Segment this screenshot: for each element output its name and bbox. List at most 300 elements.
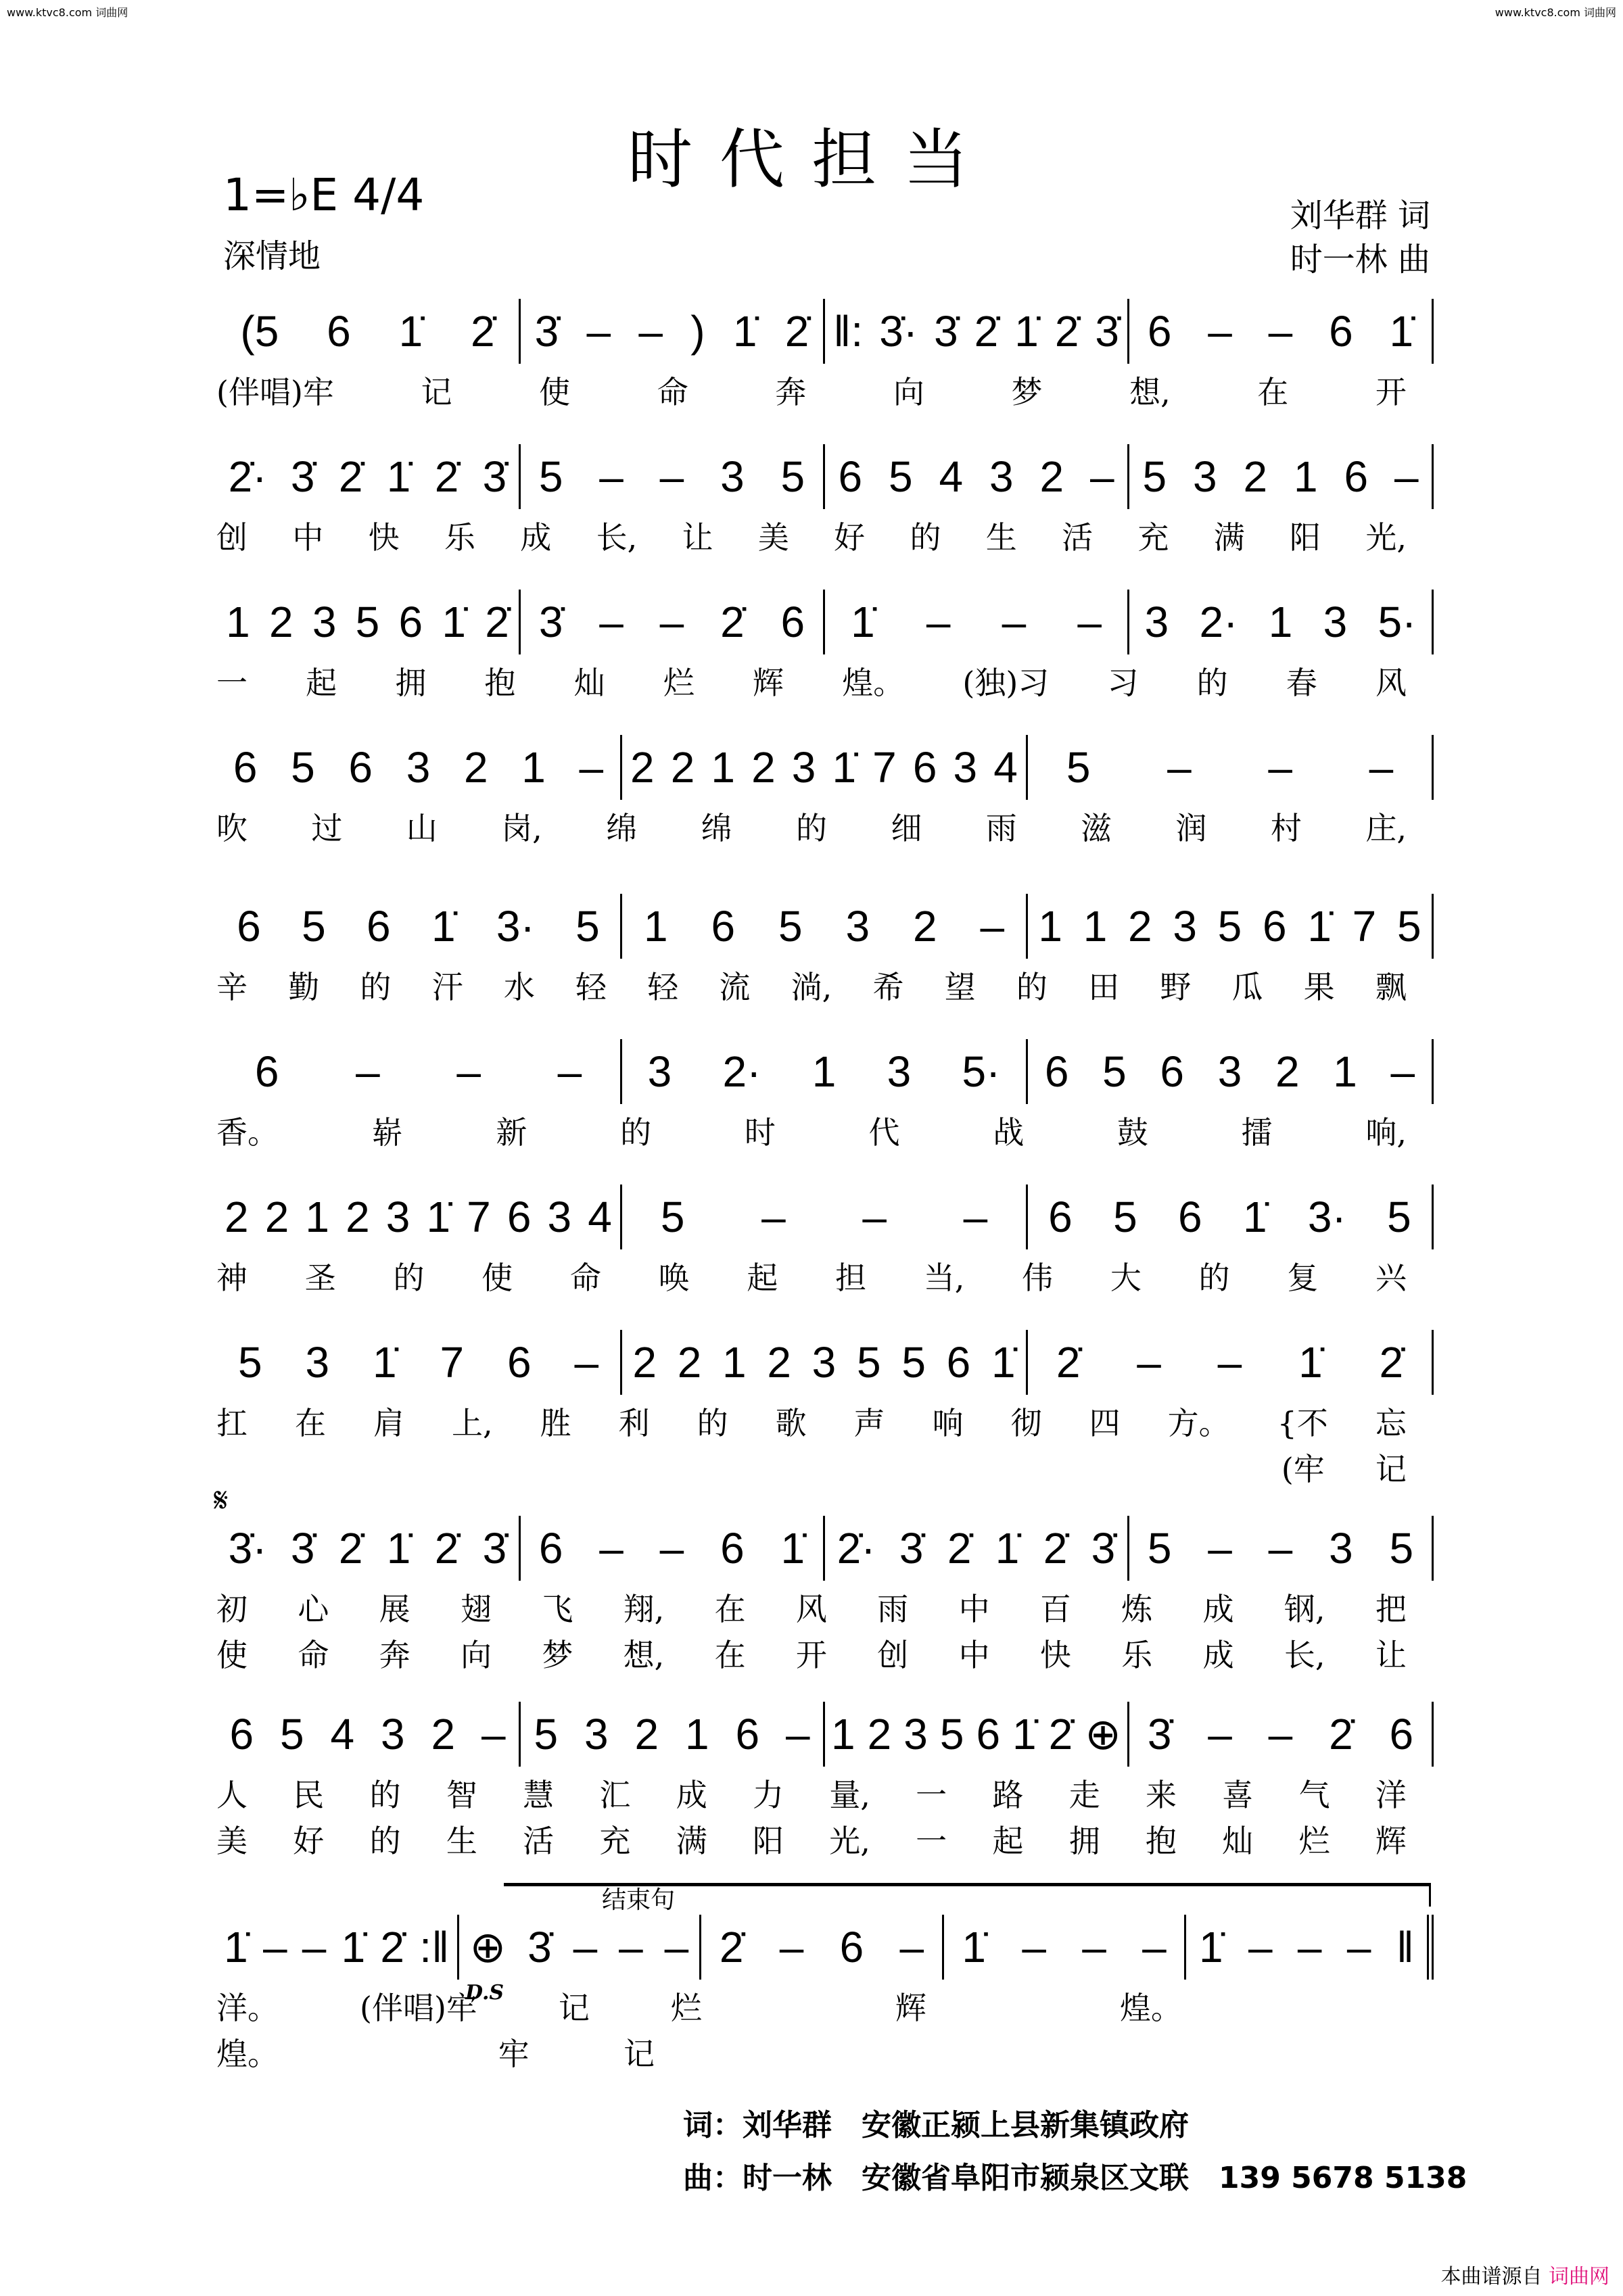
- lyric-syllable: 煌。: [1119, 1990, 1182, 2026]
- lyric-syllable: 扛: [216, 1405, 248, 1441]
- note: ‖: [1396, 1923, 1415, 1971]
- measure: [825, 444, 1129, 509]
- note: 5: [355, 598, 380, 646]
- note: 2: [634, 1710, 659, 1759]
- lyric-syllable: 辉: [895, 1990, 926, 2026]
- lyric-syllable: 的: [369, 1823, 401, 1859]
- note: 3: [989, 452, 1014, 501]
- note: 5: [901, 1338, 926, 1387]
- lyric-syllable: 声: [853, 1405, 885, 1441]
- note: 3: [647, 1047, 672, 1096]
- lyric-syllable: 记: [421, 374, 452, 410]
- note: 4: [993, 743, 1018, 792]
- lyric-syllable: 一: [916, 1823, 947, 1859]
- note: 6: [976, 1710, 1001, 1759]
- note: 2̇·: [837, 1524, 876, 1573]
- lyric-syllable: 烂: [1298, 1823, 1330, 1859]
- lyric-syllable: 绵: [701, 810, 732, 846]
- lyric-syllable: [373, 2030, 404, 2073]
- lyric-syllable: 牢: [498, 2036, 530, 2072]
- measure: [459, 1915, 702, 1980]
- lyric-syllable: [954, 1445, 985, 1488]
- note: –: [1390, 1047, 1415, 1096]
- note: 3·: [1307, 1193, 1346, 1241]
- lyric-syllable: 想,: [623, 1637, 665, 1673]
- lyric-syllable: 神: [216, 1260, 248, 1296]
- lyric-syllable: 在: [714, 1591, 746, 1627]
- note: –: [1002, 598, 1027, 646]
- lyric-syllable: 彻: [1010, 1405, 1042, 1441]
- lyric-syllable: 成: [520, 519, 552, 556]
- lyric-syllable: 春: [1286, 665, 1317, 701]
- measure: [944, 1915, 1187, 1980]
- lyric-syllable: 的: [795, 810, 827, 846]
- lyric-syllable: 的: [1016, 969, 1048, 1005]
- notes-row: [216, 588, 1434, 656]
- note: 3: [812, 1338, 837, 1387]
- note: 2̇: [470, 307, 495, 356]
- lyric-syllable: 智: [446, 1777, 477, 1813]
- lyric-syllable: 美: [757, 519, 789, 556]
- note: 1̇: [1014, 307, 1039, 356]
- lyric-syllable: 人: [216, 1777, 248, 1813]
- lyric-syllable: 时: [744, 1114, 776, 1151]
- lyric-syllable: 细: [891, 810, 922, 846]
- lyrics-line: [216, 659, 1434, 702]
- note: 3̇·: [879, 307, 918, 356]
- lyric-syllable: [1375, 2030, 1407, 2073]
- note: 1̇: [426, 1193, 451, 1241]
- note: –: [779, 1923, 804, 1971]
- lyric-syllable: 向: [460, 1637, 492, 1673]
- lyric-syllable: 炼: [1121, 1591, 1153, 1627]
- lyric-syllable: 野: [1160, 969, 1192, 1005]
- lyric-syllable: 流: [719, 969, 751, 1005]
- lyric-syllable: 成: [676, 1777, 707, 1813]
- note: –: [638, 307, 663, 356]
- lyric-syllable: 抱: [484, 665, 516, 701]
- note: –: [1346, 1923, 1371, 1971]
- note: 5: [1396, 902, 1421, 951]
- note: 5: [1142, 452, 1167, 501]
- note: 3: [385, 1193, 410, 1241]
- note: 5: [237, 1338, 262, 1387]
- lyric-syllable: 新: [496, 1114, 527, 1151]
- lyric-syllable: 力: [752, 1777, 784, 1813]
- source-label: 本曲谱源自: [1440, 2265, 1543, 2289]
- note: 2: [1275, 1047, 1300, 1096]
- note: 7: [1352, 902, 1377, 951]
- measure: [521, 299, 825, 364]
- note: 6: [233, 743, 258, 792]
- note: 6: [838, 452, 863, 501]
- lyric-syllable: 活: [523, 1823, 555, 1859]
- lyric-syllable: 勤: [288, 969, 320, 1005]
- note: (5: [240, 307, 279, 356]
- note: 6: [839, 1923, 864, 1971]
- lyric-syllable: 气: [1298, 1777, 1330, 1813]
- lyrics-line: [216, 2030, 1434, 2073]
- lyric-syllable: 灿: [573, 665, 605, 701]
- note: –: [302, 1923, 327, 1971]
- note: 6: [229, 1710, 254, 1759]
- measure: [1129, 444, 1434, 509]
- lyric-syllable: [749, 2030, 780, 2073]
- source-site-link[interactable]: 词曲网: [1549, 2265, 1609, 2289]
- lyric-syllable: 的: [1198, 1260, 1230, 1296]
- note: 2̇: [380, 1923, 405, 1971]
- lyric-syllable: 山: [406, 810, 438, 846]
- note: –: [599, 1524, 624, 1573]
- note: 6: [1160, 1047, 1184, 1096]
- note: 3: [845, 902, 870, 951]
- lyrics-line: [216, 1399, 1434, 1442]
- lyricist-credit: 刘华群 词: [1290, 197, 1430, 235]
- measure: [216, 590, 521, 654]
- score-system: [216, 1700, 1434, 1860]
- note: 6: [1329, 307, 1353, 356]
- note: –: [1297, 1923, 1322, 1971]
- note: 2̇: [1329, 1710, 1353, 1759]
- note: 1̇: [780, 1524, 805, 1573]
- note: 1̇: [995, 1524, 1020, 1573]
- lyric-syllable: 满: [676, 1823, 707, 1859]
- lyric-syllable: 拥: [395, 665, 427, 701]
- lyric-syllable: 起: [747, 1260, 778, 1296]
- note: 6: [1178, 1193, 1202, 1241]
- lyric-syllable: 使: [481, 1260, 513, 1296]
- lyric-syllable: [626, 1445, 657, 1488]
- lyric-syllable: 梦: [542, 1637, 573, 1673]
- note: 5: [857, 1338, 881, 1387]
- note: 6: [1344, 452, 1369, 501]
- note: 7: [440, 1338, 465, 1387]
- lyric-syllable: 走: [1068, 1777, 1100, 1813]
- note: 3: [1323, 598, 1348, 646]
- score-system: [216, 1329, 1434, 1488]
- note: 2: [225, 1193, 249, 1241]
- note: –: [1268, 743, 1292, 792]
- lyric-syllable: 活: [1062, 519, 1093, 556]
- note: 3: [1173, 902, 1197, 951]
- lyric-syllable: 飘: [1375, 969, 1407, 1005]
- note: 5: [1147, 1524, 1172, 1573]
- lyric-syllable: 希: [872, 969, 904, 1005]
- lyric-syllable: 的: [620, 1114, 652, 1151]
- lyric-syllable: 庄,: [1365, 810, 1407, 846]
- note: 1: [711, 743, 736, 792]
- note: –: [664, 1923, 689, 1971]
- measure: [216, 444, 521, 509]
- lyric-syllable: 奔: [775, 374, 807, 410]
- note: 3: [903, 1710, 928, 1759]
- lyric-syllable: [1125, 2030, 1156, 2073]
- lyric-syllable: (牢: [1281, 1451, 1325, 1487]
- measure: [216, 735, 622, 800]
- measure: [521, 1516, 825, 1581]
- lyric-syllable: 滋: [1081, 810, 1112, 846]
- note: 1̇: [386, 1524, 411, 1573]
- lyrics-line: [216, 1253, 1434, 1297]
- lyric-syllable: 抱: [1146, 1823, 1177, 1859]
- lyric-syllable: 喜: [1222, 1777, 1254, 1813]
- measure: [1028, 1185, 1434, 1249]
- note: 6: [711, 902, 736, 951]
- note: 2̇: [974, 307, 999, 356]
- lyric-syllable: 百: [1039, 1591, 1071, 1627]
- measure: [1129, 590, 1434, 654]
- lyric-syllable: 钢,: [1284, 1591, 1325, 1627]
- note: –: [262, 1923, 287, 1971]
- note: 2: [1128, 902, 1152, 951]
- lyric-syllable: 生: [446, 1823, 477, 1859]
- note: 2: [630, 743, 655, 792]
- lyric-syllable: 洋: [1375, 1777, 1407, 1813]
- note: –: [579, 743, 604, 792]
- note: –: [574, 1338, 599, 1387]
- note: 5·: [1378, 598, 1417, 646]
- lyric-syllable: 让: [682, 519, 713, 556]
- note: –: [1369, 743, 1394, 792]
- note: 4: [588, 1193, 612, 1241]
- note: 6: [538, 1524, 563, 1573]
- note: 5·: [962, 1047, 1001, 1096]
- measure: [825, 590, 1129, 654]
- lyric-syllable: 的: [369, 1777, 401, 1813]
- note: 5: [888, 452, 913, 501]
- lyric-syllable: 来: [1146, 1777, 1177, 1813]
- lyric-syllable: 的: [393, 1260, 425, 1296]
- dal-segno-mark: D.S: [465, 1981, 504, 2005]
- notes-row: [216, 1913, 1434, 1981]
- lyric-syllable: 辉: [753, 665, 784, 701]
- note: –: [599, 452, 624, 501]
- note: –: [1022, 1923, 1046, 1971]
- lyrics-line: [216, 1984, 1434, 2027]
- note: 2: [912, 902, 937, 951]
- note: 5: [660, 1193, 685, 1241]
- note: 6: [1048, 1193, 1073, 1241]
- note: –: [1137, 1338, 1161, 1387]
- note: 3̇: [899, 1524, 924, 1573]
- note: 5: [302, 902, 326, 951]
- measure: [622, 894, 1028, 959]
- note: 1̇: [832, 743, 857, 792]
- note: 1: [1083, 902, 1108, 951]
- measure: [216, 894, 622, 959]
- note: 2̇: [1056, 1338, 1081, 1387]
- lyric-syllable: [380, 1445, 411, 1488]
- note: 6: [254, 1047, 279, 1096]
- note: ): [690, 307, 705, 356]
- lyric-syllable: [708, 1445, 739, 1488]
- note: 3̇: [1147, 1710, 1172, 1759]
- lyric-syllable: 果: [1303, 969, 1335, 1005]
- note: 6: [507, 1193, 532, 1241]
- lyrics-line: [216, 1108, 1434, 1151]
- lyric-syllable: 代: [868, 1114, 900, 1151]
- lyric-syllable: 阳: [1290, 519, 1321, 556]
- note: 3·: [496, 902, 535, 951]
- note: 4: [330, 1710, 355, 1759]
- lyric-syllable: 生: [985, 519, 1017, 556]
- note: 2·: [722, 1047, 761, 1096]
- note: 6: [237, 902, 261, 951]
- lyric-syllable: 梦: [1011, 374, 1043, 410]
- note: –: [1208, 1524, 1232, 1573]
- lyric-syllable: 歌: [775, 1405, 807, 1441]
- lyric-syllable: [1118, 1445, 1149, 1488]
- note: 1̇: [1307, 902, 1332, 951]
- note: 1: [1293, 452, 1318, 501]
- measure: [1028, 894, 1434, 959]
- measure: [1028, 735, 1434, 800]
- lyric-syllable: 的: [360, 969, 392, 1005]
- lyric-syllable: [298, 1445, 329, 1488]
- note: ⊕: [469, 1922, 507, 1971]
- note: –: [1268, 307, 1293, 356]
- lyric-syllable: 汇: [599, 1777, 631, 1813]
- note: 5: [1389, 1524, 1414, 1573]
- measure: [216, 1185, 622, 1249]
- note: –: [963, 1193, 988, 1241]
- lyric-syllable: 量,: [829, 1777, 870, 1813]
- lyric-syllable: 水: [503, 969, 535, 1005]
- note: 5: [780, 452, 805, 501]
- lyric-syllable: 一: [216, 665, 248, 701]
- lyric-syllable: 开: [795, 1637, 827, 1673]
- composer-credit: 时一林 曲: [1290, 241, 1430, 279]
- score-system: [216, 1038, 1434, 1151]
- note: 6: [507, 1338, 532, 1387]
- note: 1̇: [224, 1923, 248, 1971]
- measure: [825, 1516, 1129, 1581]
- note: 2̇: [338, 1524, 363, 1573]
- lyric-syllable: 民: [293, 1777, 325, 1813]
- lyric-syllable: (伴唱)牢: [360, 1990, 477, 2026]
- note: –: [980, 902, 1005, 951]
- lyric-syllable: [544, 1445, 575, 1488]
- lyric-syllable: (伴唱)牢: [216, 374, 334, 410]
- lyric-syllable: 当,: [923, 1260, 965, 1296]
- note: 2: [346, 1193, 370, 1241]
- note: 5: [279, 1710, 304, 1759]
- notes-row: [216, 297, 1434, 365]
- lyric-syllable: 风: [795, 1591, 827, 1627]
- note: 1̇: [386, 452, 411, 501]
- note: 2: [463, 743, 488, 792]
- note: –: [1089, 452, 1114, 501]
- note: 3̇: [482, 452, 507, 501]
- note: –: [1268, 1524, 1293, 1573]
- note: 3: [720, 452, 745, 501]
- note: 1̇: [851, 598, 875, 646]
- note: 6: [1044, 1047, 1069, 1096]
- measure: [1186, 1915, 1434, 1980]
- lyric-syllable: 战: [993, 1114, 1025, 1151]
- note: 2̇: [1054, 307, 1079, 356]
- note: 2̇: [434, 452, 459, 501]
- note: 1: [1333, 1047, 1357, 1096]
- lyric-syllable: [216, 1445, 248, 1488]
- lyrics-line: [216, 1585, 1434, 1628]
- lyric-syllable: 润: [1175, 810, 1207, 846]
- note: 3: [406, 743, 431, 792]
- note: 6: [348, 743, 373, 792]
- lyric-syllable: 淌,: [791, 969, 832, 1005]
- lyric-syllable: 阳: [752, 1823, 784, 1859]
- lyric-syllable: 起: [306, 665, 337, 701]
- note: 1: [1268, 598, 1293, 646]
- lyric-syllable: 灿: [1222, 1823, 1254, 1859]
- note: –: [1167, 743, 1192, 792]
- lyric-syllable: 开: [1375, 374, 1407, 410]
- note: ⊕: [1085, 1709, 1121, 1759]
- lyric-syllable: 轻: [647, 969, 679, 1005]
- lyric-syllable: [1375, 1984, 1407, 2027]
- lyric-syllable: 圣: [304, 1260, 336, 1296]
- measure: [1129, 1702, 1434, 1767]
- notes-row: [216, 734, 1434, 801]
- score-system: [216, 443, 1434, 556]
- lyrics-line: [216, 963, 1434, 1006]
- key-signature: 1=♭E 4/4: [223, 169, 425, 221]
- watermark-left: www.ktvc8.com 词曲网: [7, 6, 128, 19]
- lyric-syllable: 唤: [658, 1260, 690, 1296]
- lyric-syllable: (独)习: [962, 665, 1050, 701]
- lyric-syllable: [999, 2030, 1031, 2073]
- lyric-syllable: 满: [1213, 519, 1245, 556]
- note: 1̇: [442, 598, 466, 646]
- lyric-syllable: 煌。: [216, 2036, 279, 2072]
- note: 2: [268, 598, 293, 646]
- note: –: [1142, 1923, 1167, 1971]
- note: 2: [632, 1338, 657, 1387]
- lyric-syllable: 田: [1088, 969, 1120, 1005]
- note: 6: [720, 1524, 745, 1573]
- lyric-syllable: 起: [992, 1823, 1024, 1859]
- lyric-syllable: 响: [932, 1405, 964, 1441]
- note: 2̇: [719, 1923, 744, 1971]
- note: 1: [643, 902, 668, 951]
- note: –: [899, 1923, 924, 1971]
- lyric-syllable: 光,: [829, 1823, 870, 1859]
- lyric-syllable: 命: [298, 1637, 329, 1673]
- note: –: [599, 598, 624, 646]
- note: 1: [722, 1338, 747, 1387]
- measure: [1129, 1516, 1434, 1581]
- note: 1̇: [398, 307, 423, 356]
- notes-row: [216, 443, 1434, 510]
- lyric-syllable: 乐: [444, 519, 475, 556]
- lyric-syllable: 香。: [216, 1114, 279, 1151]
- source-note: [1440, 2259, 1609, 2289]
- footer-credits: [683, 2099, 1467, 2205]
- lyrics-line: [216, 1771, 1434, 1814]
- measure: [622, 1185, 1028, 1249]
- note: 5: [939, 1710, 964, 1759]
- note: 1̇: [372, 1338, 397, 1387]
- note: 6: [327, 307, 351, 356]
- lyric-syllable: 吹: [216, 810, 248, 846]
- note: 1: [684, 1710, 709, 1759]
- lyric-syllable: 让: [1375, 1637, 1407, 1673]
- lyric-syllable: 长,: [596, 519, 638, 556]
- note: 3: [1192, 452, 1217, 501]
- note: 1̇: [341, 1923, 366, 1971]
- lyric-syllable: 上,: [452, 1405, 493, 1441]
- score-system: [216, 1514, 1434, 1674]
